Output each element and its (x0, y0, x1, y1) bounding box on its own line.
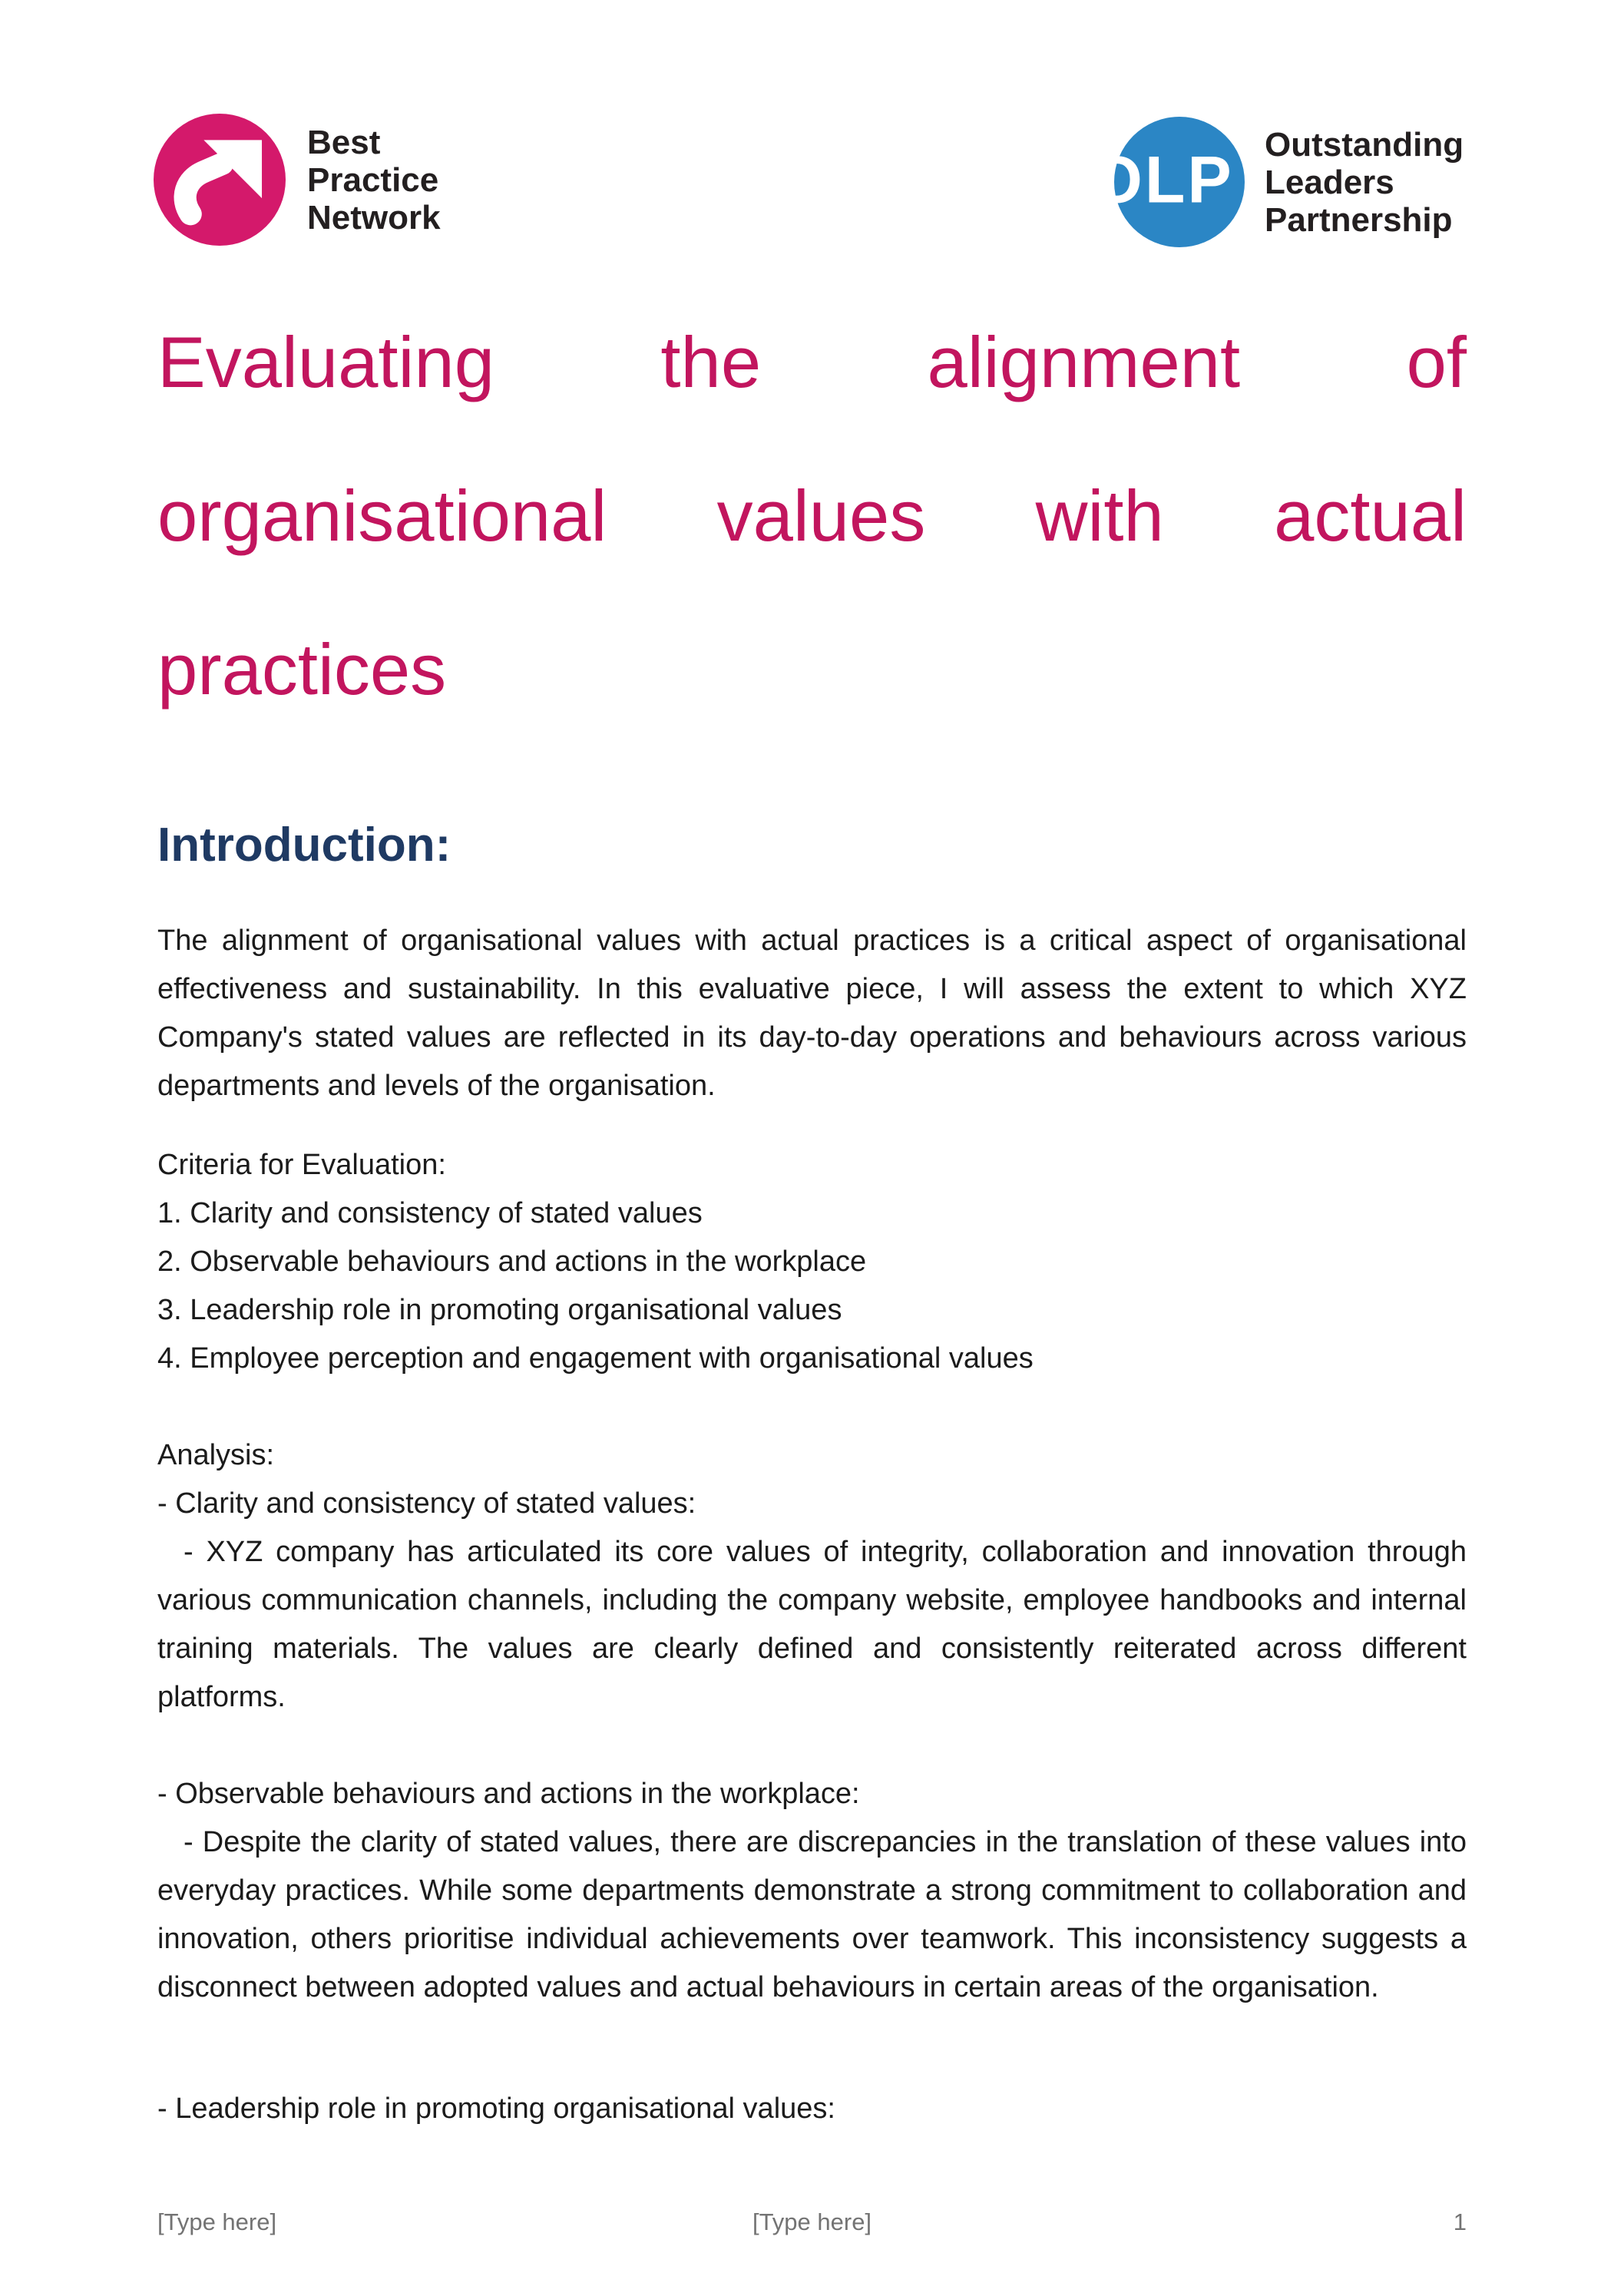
footer-left-placeholder[interactable]: [Type here] (157, 2208, 277, 2235)
olp-logo-text (1265, 126, 1464, 239)
page-footer (157, 2208, 1467, 2236)
document-title-line: practices (157, 629, 447, 710)
olp-monogram-icon (1091, 117, 1245, 247)
bpn-logo-text-line: Network (307, 198, 441, 237)
criteria-item: 3. Leadership role in promoting organisational values (157, 1294, 842, 1326)
bpn-logo-text-line: Practice (307, 160, 439, 199)
criteria-item: 1. Clarity and consistency of stated values (157, 1197, 703, 1229)
page-number: 1 (1453, 2208, 1467, 2235)
olp-logo-text-line: Partnership (1265, 200, 1453, 239)
bpn-logo-text-line: Best (307, 123, 381, 161)
introduction-heading: Introduction: (157, 819, 451, 872)
document-title-line: Evaluating the alignment of (157, 322, 1467, 402)
criteria-label: Criteria for Evaluation: (157, 1149, 446, 1181)
arrow-up-right-icon (154, 114, 286, 246)
olp-logo-text-line: Leaders (1265, 163, 1394, 201)
olp-monogram: OLP (1091, 143, 1234, 217)
analysis-heading: - Observable behaviours and actions in the workplace: (157, 1778, 860, 1810)
best-practice-network-logo (154, 114, 441, 246)
document-title (157, 286, 1467, 746)
document-content (157, 286, 1467, 2133)
bpn-logo-text (307, 124, 441, 237)
footer-center-placeholder[interactable]: [Type here] (752, 2208, 872, 2235)
spacer (157, 1383, 1467, 1431)
analysis-heading: - Leadership role in promoting organisational values: (157, 2093, 835, 2125)
analysis-label: Analysis: (157, 1439, 275, 1471)
spacer (157, 1722, 1467, 1770)
introduction-paragraph: The alignment of organisational values with actual practices is a critical aspect of organisational effectiveness and sustainability. In this evaluative piece, I will assess the extent to which XYZ Company's stated values are reflected in its day-to-day operations and behaviours across various departments and levels of the organisation. (157, 925, 1467, 1102)
analysis-paragraph: - Despite the clarity of stated values, there are discrepancies in the translation of these values into everyday practices. While some departments demonstrate a strong commitment to collaboration and innovation, others prioritise individual achievements over teamwork. This inconsistency suggests a disconnect between adopted values and actual behaviours in certain areas of the organisation. (157, 1826, 1467, 2003)
document-title-line: organisational values with actual (157, 475, 1467, 556)
spacer (157, 2012, 1467, 2085)
analysis-heading: - Clarity and consistency of stated values: (157, 1487, 696, 1520)
outstanding-leaders-partnership-logo (1091, 117, 1464, 247)
criteria-item: 4. Employee perception and engagement with organisational values (157, 1342, 1034, 1375)
spacer (157, 1110, 1467, 1141)
criteria-item: 2. Observable behaviours and actions in the workplace (157, 1246, 867, 1278)
olp-logo-text-line: Outstanding (1265, 125, 1464, 164)
analysis-paragraph: - XYZ company has articulated its core values of integrity, collaboration and innovation through various communication channels, including the company website, employee handbooks and internal training materials. The values are clearly defined and consistently reiterated across different platforms. (157, 1536, 1467, 1713)
